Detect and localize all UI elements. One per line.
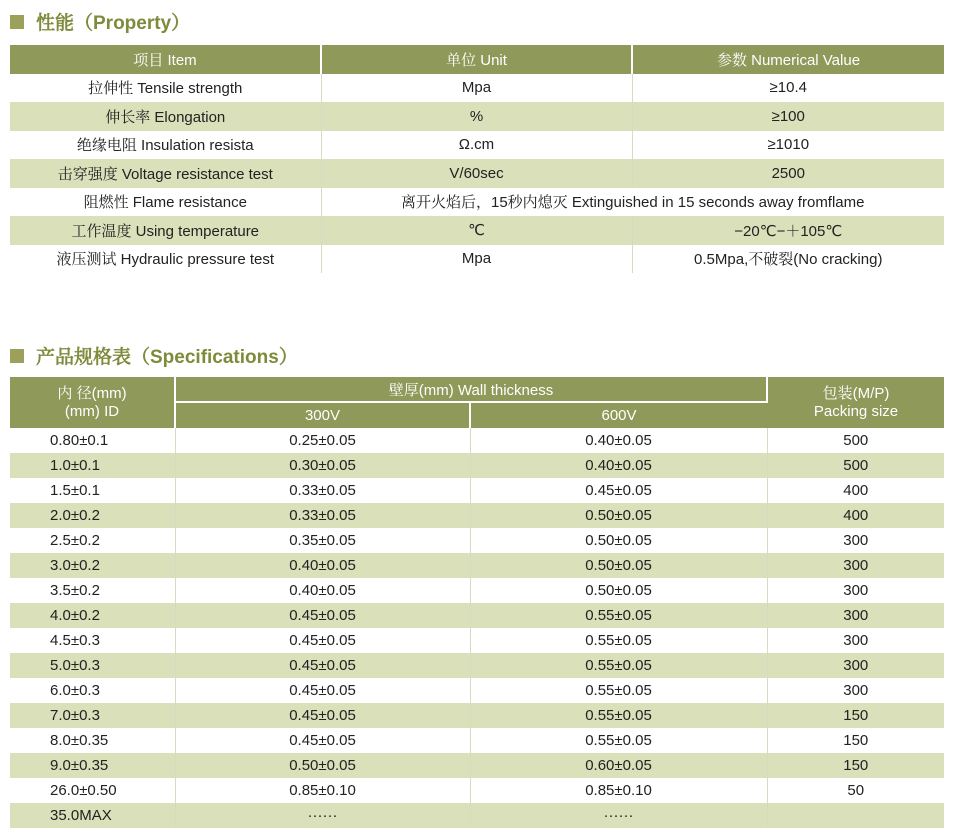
header-packing [767, 377, 944, 428]
spec-packing: 300 [767, 653, 944, 678]
spec-300v: 0.40±0.05 [175, 553, 470, 578]
table-row [10, 478, 944, 503]
table-row [10, 553, 944, 578]
header-id [10, 377, 175, 428]
spec-packing: 150 [767, 728, 944, 753]
property-title-text: 性能（Property） [36, 13, 191, 34]
spec-600v: 0.50±0.05 [470, 553, 767, 578]
specifications-table [10, 377, 944, 828]
property-table [10, 45, 944, 273]
property-value: ≥10.4 [632, 74, 944, 103]
spec-id: 1.5±0.1 [10, 478, 175, 503]
spec-300v: 0.85±0.10 [175, 778, 470, 803]
spec-id: 4.5±0.3 [10, 628, 175, 653]
table-row [10, 453, 944, 478]
spec-packing: 300 [767, 678, 944, 703]
table-row [10, 428, 944, 453]
spec-id: 6.0±0.3 [10, 678, 175, 703]
table-row [10, 778, 944, 803]
property-item: 阻燃性 Flame resistance [10, 188, 321, 217]
spec-300v: 0.45±0.05 [175, 678, 470, 703]
spec-300v: 0.35±0.05 [175, 528, 470, 553]
table-row [10, 245, 944, 274]
spec-300v: 0.50±0.05 [175, 753, 470, 778]
spec-id: 3.5±0.2 [10, 578, 175, 603]
spec-300v: 0.45±0.05 [175, 728, 470, 753]
spec-300v: 0.30±0.05 [175, 453, 470, 478]
spec-packing: 500 [767, 453, 944, 478]
header-unit: 单位 Unit [321, 45, 632, 74]
spec-600v: 0.55±0.05 [470, 703, 767, 728]
square-bullet-icon [10, 15, 24, 29]
specs-title-text: 产品规格表（Specifications） [36, 347, 298, 368]
spec-300v: 0.33±0.05 [175, 478, 470, 503]
property-value: ≥100 [632, 102, 944, 131]
table-row [10, 678, 944, 703]
spec-id: 35.0MAX [10, 803, 175, 828]
spec-300v: 0.45±0.05 [175, 628, 470, 653]
spec-id: 26.0±0.50 [10, 778, 175, 803]
property-flame-value: 离开火焰后，15秒内熄灭 Extinguished in 15 seconds away fromflame [321, 188, 944, 217]
table-row [10, 503, 944, 528]
property-item: 伸长率 Elongation [10, 102, 321, 131]
property-value: 2500 [632, 159, 944, 188]
table-row [10, 753, 944, 778]
spec-packing: 50 [767, 778, 944, 803]
spec-300v: 0.45±0.05 [175, 653, 470, 678]
table-row [10, 131, 944, 160]
spec-300v: 0.25±0.05 [175, 428, 470, 453]
spec-600v: ······ [470, 803, 767, 828]
table-row [10, 578, 944, 603]
header-300v: 300V [175, 402, 470, 428]
table-row [10, 603, 944, 628]
header-pack-line1: 包装(M/P) [822, 384, 890, 402]
property-unit: Mpa [321, 245, 632, 274]
property-value: 0.5Mpa,不破裂(No cracking) [632, 245, 944, 274]
spec-id: 8.0±0.35 [10, 728, 175, 753]
spec-packing: 400 [767, 478, 944, 503]
spec-id: 2.0±0.2 [10, 503, 175, 528]
spec-id: 3.0±0.2 [10, 553, 175, 578]
property-section-title [10, 8, 190, 35]
table-row [10, 528, 944, 553]
spec-600v: 0.40±0.05 [470, 453, 767, 478]
spec-packing: 300 [767, 578, 944, 603]
spec-300v: ······ [175, 803, 470, 828]
header-pack-line2: Packing size [813, 402, 899, 420]
property-value: −20℃−＋105℃ [632, 216, 944, 245]
property-unit: Mpa [321, 74, 632, 103]
spec-600v: 0.55±0.05 [470, 653, 767, 678]
spec-id: 0.80±0.1 [10, 428, 175, 453]
spec-id: 1.0±0.1 [10, 453, 175, 478]
table-row [10, 216, 944, 245]
spec-id: 4.0±0.2 [10, 603, 175, 628]
spec-600v: 0.55±0.05 [470, 728, 767, 753]
specs-header-row [10, 377, 944, 402]
spec-packing [767, 803, 944, 828]
table-row [10, 159, 944, 188]
spec-packing: 400 [767, 503, 944, 528]
property-header-row [10, 45, 944, 74]
spec-600v: 0.85±0.10 [470, 778, 767, 803]
header-id-line2: (mm) ID [64, 402, 120, 420]
spec-300v: 0.33±0.05 [175, 503, 470, 528]
table-row [10, 628, 944, 653]
spec-600v: 0.50±0.05 [470, 528, 767, 553]
table-row [10, 653, 944, 678]
header-wall-thickness: 壁厚(mm) Wall thickness [175, 377, 767, 402]
spec-packing: 300 [767, 528, 944, 553]
spec-id: 5.0±0.3 [10, 653, 175, 678]
property-item: 液压测试 Hydraulic pressure test [10, 245, 321, 274]
spec-300v: 0.45±0.05 [175, 703, 470, 728]
property-unit: V/60sec [321, 159, 632, 188]
spec-packing: 300 [767, 553, 944, 578]
spec-600v: 0.45±0.05 [470, 478, 767, 503]
spec-600v: 0.40±0.05 [470, 428, 767, 453]
property-value: ≥1010 [632, 131, 944, 160]
property-item: 绝缘电阻 Insulation resista [10, 131, 321, 160]
spec-600v: 0.55±0.05 [470, 678, 767, 703]
property-unit: % [321, 102, 632, 131]
specs-section-title [10, 342, 298, 369]
spec-300v: 0.40±0.05 [175, 578, 470, 603]
spec-600v: 0.55±0.05 [470, 603, 767, 628]
table-row [10, 74, 944, 103]
header-item: 项目 Item [10, 45, 321, 74]
property-item: 工作温度 Using temperature [10, 216, 321, 245]
spec-300v: 0.45±0.05 [175, 603, 470, 628]
header-600v: 600V [470, 402, 767, 428]
table-row [10, 102, 944, 131]
table-row [10, 703, 944, 728]
table-row [10, 803, 944, 828]
spec-600v: 0.50±0.05 [470, 503, 767, 528]
header-value: 参数 Numerical Value [632, 45, 944, 74]
spec-600v: 0.50±0.05 [470, 578, 767, 603]
spec-packing: 150 [767, 703, 944, 728]
spec-packing: 300 [767, 603, 944, 628]
table-row [10, 728, 944, 753]
spec-id: 9.0±0.35 [10, 753, 175, 778]
property-item: 拉伸性 Tensile strength [10, 74, 321, 103]
property-unit: ℃ [321, 216, 632, 245]
property-unit: Ω.cm [321, 131, 632, 160]
spec-packing: 150 [767, 753, 944, 778]
header-id-line1: 内 径(mm) [57, 384, 127, 402]
spec-600v: 0.60±0.05 [470, 753, 767, 778]
spec-600v: 0.55±0.05 [470, 628, 767, 653]
spec-id: 7.0±0.3 [10, 703, 175, 728]
property-item: 击穿强度 Voltage resistance test [10, 159, 321, 188]
spec-packing: 300 [767, 628, 944, 653]
spec-packing: 500 [767, 428, 944, 453]
table-row [10, 188, 944, 217]
spec-id: 2.5±0.2 [10, 528, 175, 553]
square-bullet-icon [10, 349, 24, 363]
